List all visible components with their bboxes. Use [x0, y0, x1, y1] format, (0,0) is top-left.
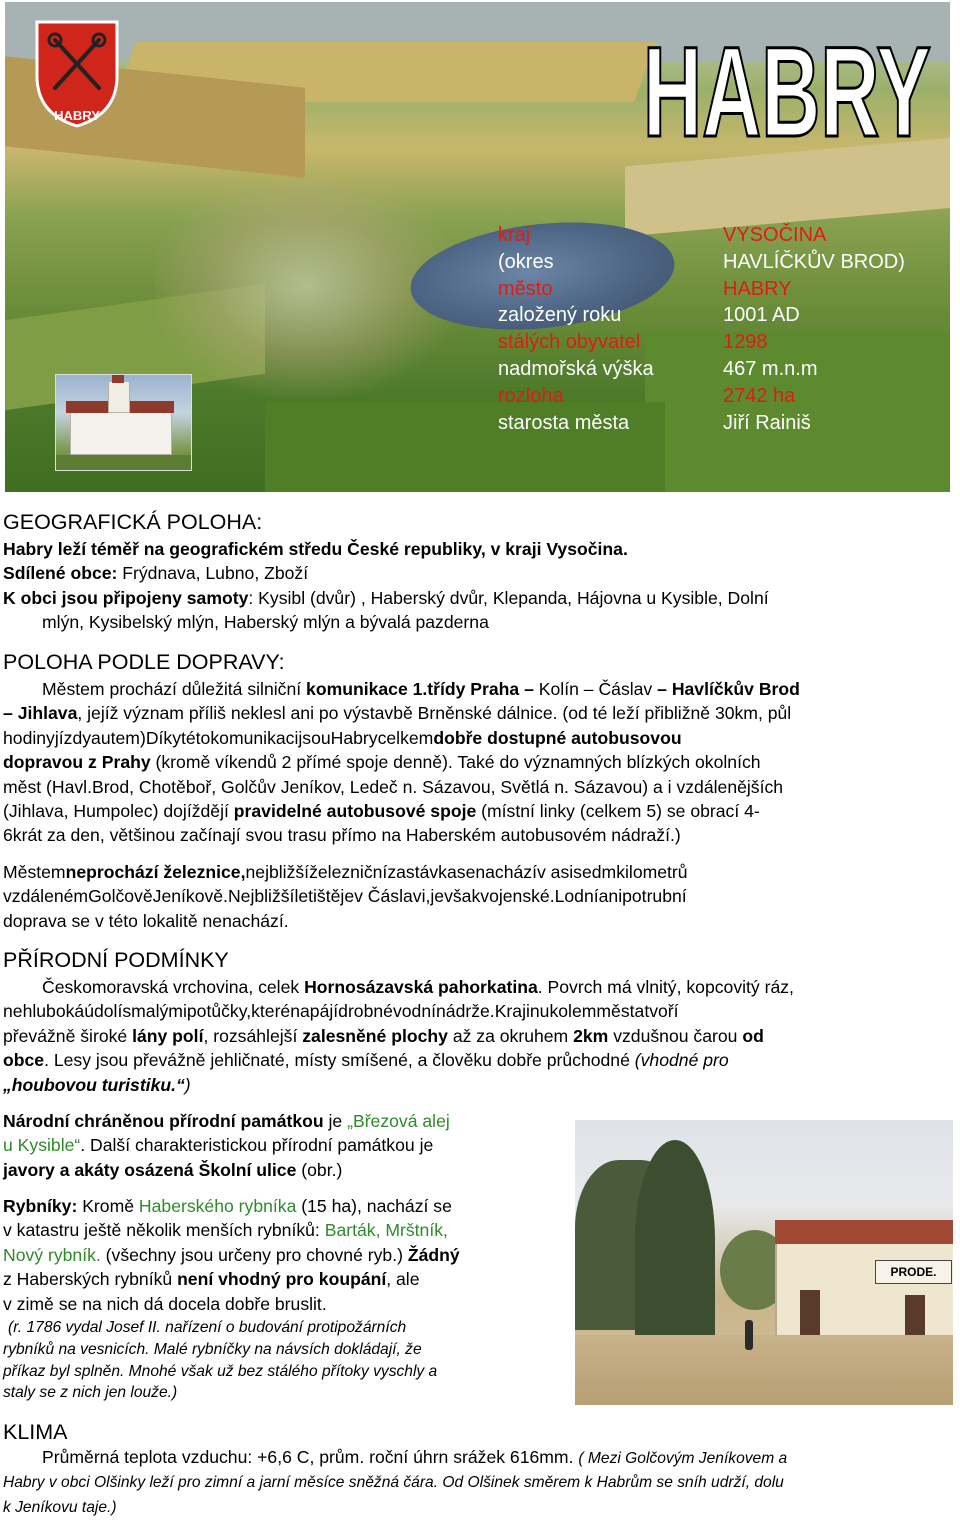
fact-row: (okres HAVLÍČKŮV BROD) [498, 250, 905, 273]
fact-row: starosta města Jiří Rainiš [498, 411, 811, 434]
title-text: HABRY [643, 21, 931, 156]
climate-section: Průměrná teplota vzduchu: +6,6 C, prům. roční úhrn srážek 616mm. ( Mezi Golčovým Jeníkovem a Habry v obci Olšinky leží pro zimní a jarní měsíce sněžná čára. Od Olšinek směrem k Habrům se sníh udrží, dolu k Jeníkovu taje.) [3, 1447, 788, 1516]
coat-of-arms-logo [33, 18, 121, 130]
fact-row: stálých obyvatel 1298 [498, 331, 768, 354]
protected-monument-paragraph: Národní chráněnou přírodní památkou je „Březová alej u Kysible“. Další charakteristickou přírodní památkou je javory a akáty osázená Školní ulice (obr.) [3, 1111, 450, 1180]
town-facts [498, 222, 905, 436]
nature-section: Českomoravská vrchovina, celek Hornosázavská pahorkatina. Povrch má vlnitý, kopcovitý ráz, nehlubokáúdolísmalýmipotůčky,kterénapájídrobnévodnínádrže.Krajinukolemměstatvoří převážně široké lány polí, rozsáhlejší zalesněné plochy až za okruhem 2km vzdušnou čarou od obce. Lesy jsou převážně jehličnaté, místy smíšené, a člověku dobře průchodné (vhodné pro „houbovou turistiku.“) [3, 977, 794, 1095]
transport-heading: POLOHA PODLE DOPRAVY: [3, 650, 285, 674]
logo-label: HABRY [54, 108, 100, 123]
geo-heading: GEOGRAFICKÁ POLOHA: [3, 510, 263, 534]
hero-aerial-photo [5, 2, 950, 492]
rail-paragraph: Městemneprochází železnice,nejbližšíželezničnízastávkasenacházív asisedmkilometrů vzdálenémGolčověJeníkově.Nejbližšíletištějev Čáslavi,jevšakvojenské.Lodníanipotrubní doprava se v této lokalitě nenachází. [3, 862, 688, 931]
fact-row: město HABRY [498, 277, 792, 300]
ponds-paragraph: Rybníky: Kromě Haberského rybníka (15 ha), nachází se v katastru ještě několik menších rybníků: Barták, Mrštník, Nový rybník. (všechny jsou určeny pro chovné ryb.) Žádný z Haberských rybníků není vhodný pro koupání, ale v zimě se na nich dá docela dobře bruslit. [3, 1196, 460, 1314]
geo-section: Habry leží téměř na geografickém středu České republiky, v kraji Vysočina. Sdílené obce: Frýdnava, Lubno, Zboží K obci jsou připojeny samoty: Kysibl (dvůr) , Haberský dvůr, Klepanda, Hájovna u Kysible, Dolní mlýn, Kysibelský mlýn, Haberský mlýn a bývalá pazderna [3, 539, 769, 633]
shop-sign: PRODE. [875, 1260, 952, 1284]
climate-heading: KLIMA [3, 1420, 68, 1444]
town-hall-photo [55, 374, 192, 471]
page-title [637, 16, 937, 156]
school-street-photo [575, 1120, 953, 1405]
fact-row: nadmořská výška 467 m.n.m [498, 357, 818, 380]
nature-heading: PŘÍRODNÍ PODMÍNKY [3, 948, 229, 972]
fact-row: rozloha 2742 ha [498, 384, 796, 407]
historical-note: (r. 1786 vydal Josef II. nařízení o budování protipožárních rybníků na vesnicích. Malé rybníčky na návsích dokládají, že příkaz byl splněn. Mnohé však už bez stálého přítoky vyschly a staly se z nich jen louže.) [3, 1319, 438, 1402]
fact-row: založený roku 1001 AD [498, 304, 800, 327]
transport-section: Městem prochází důležitá silniční komunikace 1.třídy Praha – Kolín – Čáslav – Havlíčkův Brod – Jihlava, jejíž význam příliš neklesl ani po výstavbě Brněnské dálnice. (od té leží přibližně 30km, půl hodinyjízdyautem)DíkytétokomunikacijsouHabrycelkemdobře dostupné autobusovou dopravou z Prahy (kromě víkendů 2 přímé spoje denně). Také do významných blízkých okolních měst (Havl.Brod, Chotěboř, Golčův Jeníkov, Ledeč n. Sázavou, Světlá n. Sázavou) a i vzdálenějších (Jihlava, Humpolec) dojíždějí pravidelné autobusové spoje (místní linky (celkem 5) se obrací 4- 6krát za den, většinou začínají svou trasu přímo na Haberském autobusovém nádraží.) [3, 679, 800, 846]
fact-row: kraj VYSOČINA [498, 224, 827, 246]
